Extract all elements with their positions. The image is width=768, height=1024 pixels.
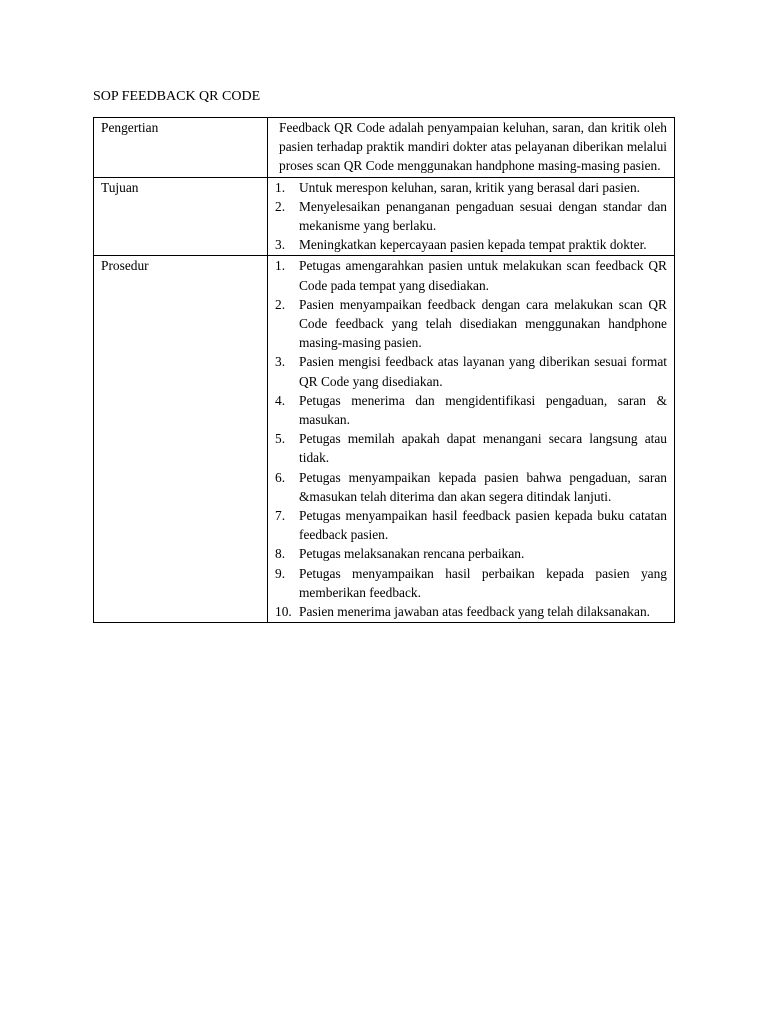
list-item <box>275 295 667 353</box>
row-label-text: Prosedur <box>101 258 149 274</box>
row-content-pengertian <box>268 118 675 178</box>
list-item-number: 10. <box>275 604 292 620</box>
tujuan-list <box>275 178 667 255</box>
list-item-number: 7. <box>275 508 286 524</box>
list-item-number: 1. <box>275 258 286 274</box>
list-item-text: Petugas menyampaikan kepada pasien bahwa pengaduan, saran &masukan telah diterima dan akan segera ditindak lanjuti. <box>299 469 667 504</box>
sop-table <box>93 117 675 623</box>
list-item <box>275 564 667 602</box>
document-title: SOP FEEDBACK QR CODE <box>93 89 261 104</box>
list-item-number: 9. <box>275 565 286 581</box>
list-item-text: Menyelesaikan penanganan pengaduan sesuai dengan standar dan mekanisme yang berlaku. <box>299 198 667 234</box>
list-item-number: 3. <box>275 237 286 253</box>
list-item-text: Meningkatkan kepercayaan pasien kepada tempat praktik dokter. <box>299 237 647 253</box>
list-item-number: 8. <box>275 546 286 562</box>
list-item-text: Pasien mengisi feedback atas layanan yang diberikan sesuai format QR Code yang disediakan. <box>299 354 667 389</box>
list-item <box>275 468 667 506</box>
list-item-number: 6. <box>275 469 286 485</box>
list-item <box>275 544 667 563</box>
pengertian-paragraph: Feedback QR Code adalah penyampaian keluhan, saran, dan kritik oleh pasien terhadap praktik mandiri dokter atas pelayanan diberikan melalui proses scan QR Code menggunakan handphone masing-masing pasien. <box>279 120 667 174</box>
list-item <box>275 506 667 544</box>
list-item-number: 4. <box>275 392 286 408</box>
list-item-text: Petugas melaksanakan rencana perbaikan. <box>299 546 525 562</box>
list-item-text: Petugas memilah apakah dapat menangani secara langsung atau tidak. <box>299 431 667 466</box>
list-item <box>275 197 667 235</box>
list-item <box>275 602 667 621</box>
row-label-text: Tujuan <box>101 179 139 195</box>
row-content-tujuan <box>268 177 675 256</box>
list-item-number: 1. <box>275 179 286 195</box>
list-item <box>275 256 667 294</box>
list-item-text: Petugas amengarahkan pasien untuk melakukan scan feedback QR Code pada tempat yang disediakan. <box>299 258 667 293</box>
row-label-tujuan <box>94 177 268 256</box>
list-item-text: Petugas menyampaikan hasil feedback pasien kepada buku catatan feedback pasien. <box>299 508 667 543</box>
row-content-prosedur <box>268 256 675 623</box>
list-item <box>275 391 667 429</box>
list-item-number: 3. <box>275 354 286 370</box>
row-pengertian <box>94 118 675 178</box>
row-tujuan <box>94 177 675 256</box>
list-item <box>275 178 667 197</box>
prosedur-list <box>275 256 667 621</box>
row-prosedur <box>94 256 675 623</box>
list-item <box>275 429 667 467</box>
list-item-number: 2. <box>275 296 286 312</box>
row-label-text: Pengertian <box>101 120 159 135</box>
row-label-pengertian <box>94 118 268 178</box>
list-item-number: 5. <box>275 431 286 447</box>
list-item <box>275 235 667 254</box>
list-item-number: 2. <box>275 198 286 214</box>
list-item <box>275 352 667 390</box>
list-item-text: Petugas menyampaikan hasil perbaikan kepada pasien yang memberikan feedback. <box>299 565 667 600</box>
row-label-prosedur <box>94 256 268 623</box>
list-item-text: Pasien menerima jawaban atas feedback yang telah dilaksanakan. <box>299 604 650 620</box>
list-item-text: Pasien menyampaikan feedback dengan cara melakukan scan QR Code feedback yang telah disediakan menggunakan handphone masing-masing pasien. <box>299 296 667 351</box>
list-item-text: Untuk merespon keluhan, saran, kritik yang berasal dari pasien. <box>299 179 640 195</box>
list-item-text: Petugas menerima dan mengidentifikasi pengaduan, saran & masukan. <box>299 392 667 428</box>
